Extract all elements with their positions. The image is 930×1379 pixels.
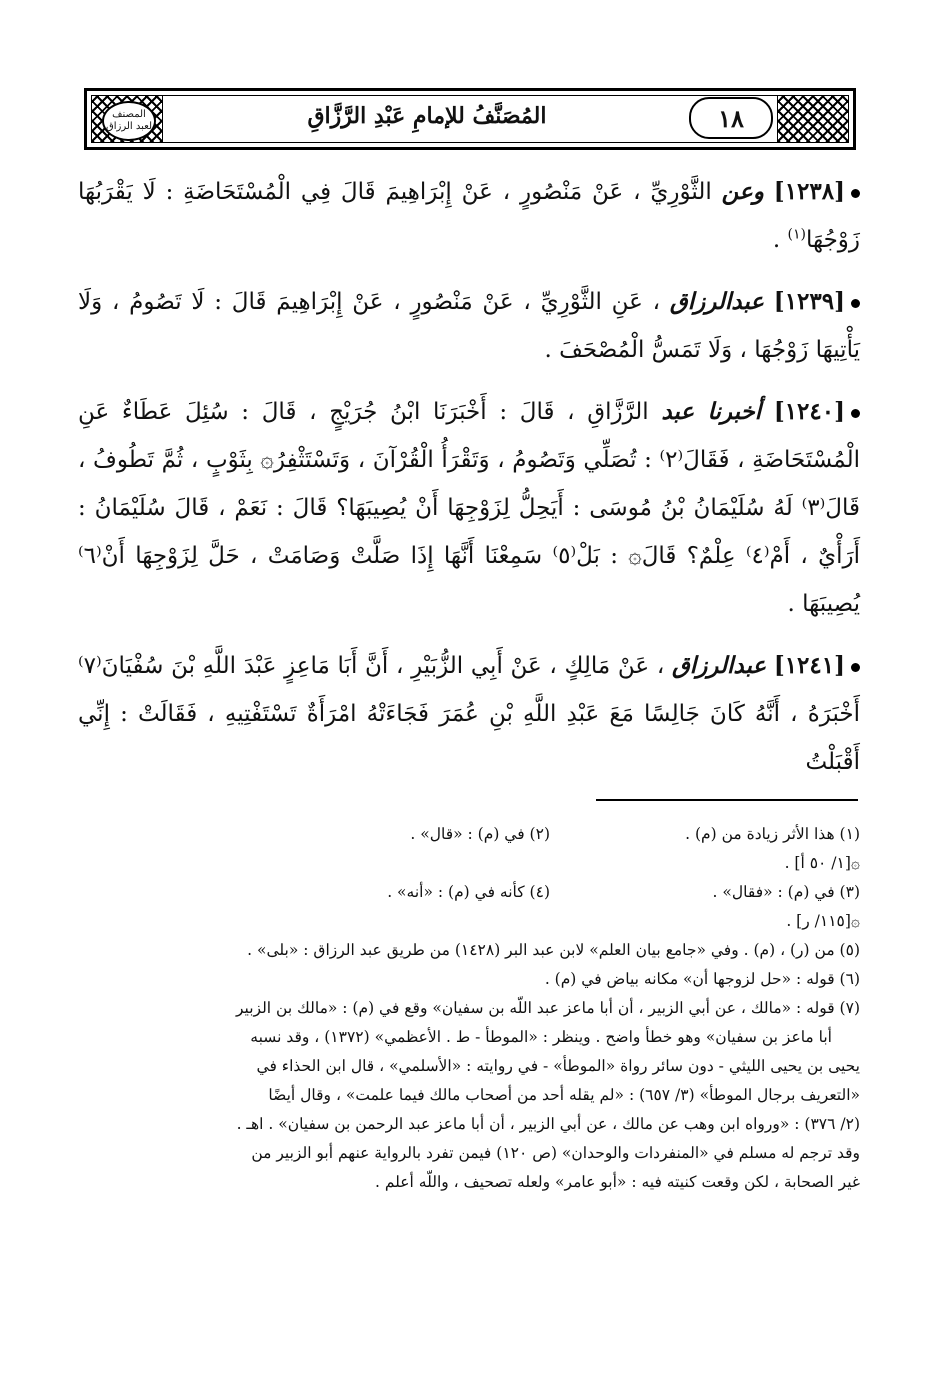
footnote-2: (٢) في (م) : «قال» . — [410, 825, 550, 843]
footnote-7-line-3: يحيى بن يحيى الليثي - دون سائر رواة «الموطأ» - في روايته : «الأسلمي» ، قال ابن الحذاء في — [256, 1057, 860, 1075]
ornament-right — [777, 95, 849, 143]
entry-text: ، عَنْ مَالِكٍ ، عَنْ أَبِي الزُّبَيْرِ ، أَنَّ أَبَا مَاعِزٍ عَبْدَ اللَّهِ بْنَ سُفْيَانَ⁽٧⁾ أَخْبَرَهُ ، أَنَّهُ كَانَ جَالِسًا مَعَ عَبْدِ اللَّهِ بْنِ عُمَرَ فَجَاءَتْهُ امْرَأَةٌ تَسْتَفْتِيهِ ، فَقَالَتْ : إِنِّي أَقْبَلْتُ — [78, 653, 860, 775]
footnote-row — [78, 820, 860, 849]
bullet-icon — [851, 663, 860, 672]
page-number: ١٨ — [689, 97, 773, 139]
footnote-4: (٤) كأنه في (م) : «أنه» . — [387, 883, 550, 901]
entry-text: الرَّزَّاقِ ، قَالَ : أَخْبَرَنَا ابْنُ جُرَيْجٍ ، قَالَ : سُئِلَ عَطَاءٌ عَنِ الْمُسْتَحَاضَةِ ، فَقَالَ⁽٢⁾ : تُصَلِّي وَتَصُومُ ، وَتَقْرَأُ الْقُرْآنَ ، وَتَسْتَثْفِرُ۞ بِثَوْبٍ ، ثُمَّ تَطُوفُ ، قَالَ⁽٣⁾ لَهُ سُلَيْمَانُ بْنُ مُوسَى : أَيَحِلُّ لِزَوْجِهَا أَنْ يُصِيبَهَا؟ قَالَ : نَعَمْ ، قَالَ سُلَيْمَانُ : أَرَأْيٌ ، أَمْ⁽٤⁾ عِلْمٌ؟ قَالَ۞ : بَلْ⁽٥⁾ سَمِعْنَا أَنَّهَا إِذَا صَلَّتْ وَصَامَتْ ، حَلَّ لِزَوْجِهَا أَنْ⁽٦⁾ يُصِيبَهَا . — [78, 399, 861, 617]
entry-number: [١٢٣٨] — [773, 178, 845, 205]
footnote-ref: (١) — [787, 226, 806, 243]
footnote-7-line-5: (٢/ ٣٧٦) : «ورواه ابن وهب عن مالك ، عن أبي الزبير ، أن أبا ماعز عبد الرحمن بن سفيان» . اهـ . — [236, 1115, 860, 1133]
footnote-7-line-7: غير الصحابة ، لكن وقعت كنيته فيه : «أبو عامر» ولعله تصحيف ، واللّه أعلم . — [375, 1173, 860, 1191]
bullet-icon — [851, 299, 860, 308]
entry-tail: . — [772, 227, 781, 253]
book-seal-logo: المصنف لعبد الرزاق — [102, 101, 156, 141]
footnote-7-line-1: (٧) قوله : «مالك ، عن أبي الزبير ، أن أبا ماعز عبد اللّه بن سفيان» وقع في (م) : «مالك بن الزبير — [235, 999, 860, 1017]
footnote-row — [78, 878, 860, 907]
footnote-7-line-4: «التعريف برجال الموطأ» (٣/ ٦٥٧) : «لم يقله أحد من أصحاب مالك فيما علمت» ، وقال أيضًا — [268, 1086, 860, 1104]
book-title — [171, 97, 683, 135]
entry-sanad: وعن — [721, 178, 764, 205]
footnote-7-line-6: وقد ترجم له مسلم في «المنفردات والوحدان» (ص ١٢٠) فيمن تفرد بالرواية عنهم أبو الزبير من — [251, 1144, 860, 1162]
entry-1238 — [78, 168, 860, 264]
entry-number: [١٢٤١] — [773, 652, 846, 679]
footnote-divider — [596, 799, 858, 801]
footnotes — [78, 820, 860, 1197]
entry-text: الثَّوْرِيِّ ، عَنْ مَنْصُورٍ ، عَنْ إِبْرَاهِيمَ قَالَ فِي الْمُسْتَحَاضَةِ : لَا يَقْرَبُهَا زَوْجُهَا — [78, 179, 860, 253]
folio-mark-2: ۞[١١٥/ ر] . — [786, 912, 860, 930]
footnote-1: (١) هذا الأثر زيادة من (م) . — [685, 825, 860, 843]
entry-1239 — [78, 278, 860, 374]
footnote-3: (٣) في (م) : «فقال» . — [712, 883, 860, 901]
page-header — [84, 88, 856, 150]
bullet-icon — [851, 409, 860, 418]
entry-number: [١٢٣٩] — [773, 288, 845, 315]
entry-number: [١٢٤٠] — [773, 398, 846, 425]
entry-1241 — [78, 642, 860, 786]
entry-sanad: عبدالرزاق — [669, 288, 765, 315]
ornament-left — [91, 95, 163, 143]
footnote-5: (٥) من (ر) ، (م) . وفي «جامع بيان العلم» لابن عبد البر (١٤٢٨) من طريق عبد الرزاق : «بلى» . — [247, 941, 860, 959]
entry-text: ، عَنِ الثَّوْرِيِّ ، عَنْ مَنْصُورٍ ، عَنْ إِبْرَاهِيمَ قَالَ : لَا تَصُومُ ، وَلَا يَأْتِيهَا زَوْجُهَا ، وَلَا تَمَسُّ الْمُصْحَفَ . — [78, 289, 860, 363]
footnote-7-line-2: أبا ماعز بن سفيان» وهو خطأ واضح . وينظر : «الموطأ - ط . الأعظمي» (١٣٧٢) ، وقد نسبه — [250, 1028, 832, 1046]
entry-1240 — [78, 388, 860, 628]
folio-mark-1: ۞[١/ ٥٠ أ] . — [784, 854, 860, 872]
bullet-icon — [851, 189, 860, 198]
entry-sanad: عبدالرزاق — [671, 652, 767, 679]
entry-sanad: أخبرنا عبد — [661, 398, 762, 425]
main-text — [78, 168, 860, 800]
book-title-text: المُصَنَّفُ للإمامِ عَبْدِ الرَّزَّاقِ — [307, 103, 547, 129]
footnote-6: (٦) قوله : «حل لزوجها أن» مكانه بياض في (م) . — [544, 970, 860, 988]
